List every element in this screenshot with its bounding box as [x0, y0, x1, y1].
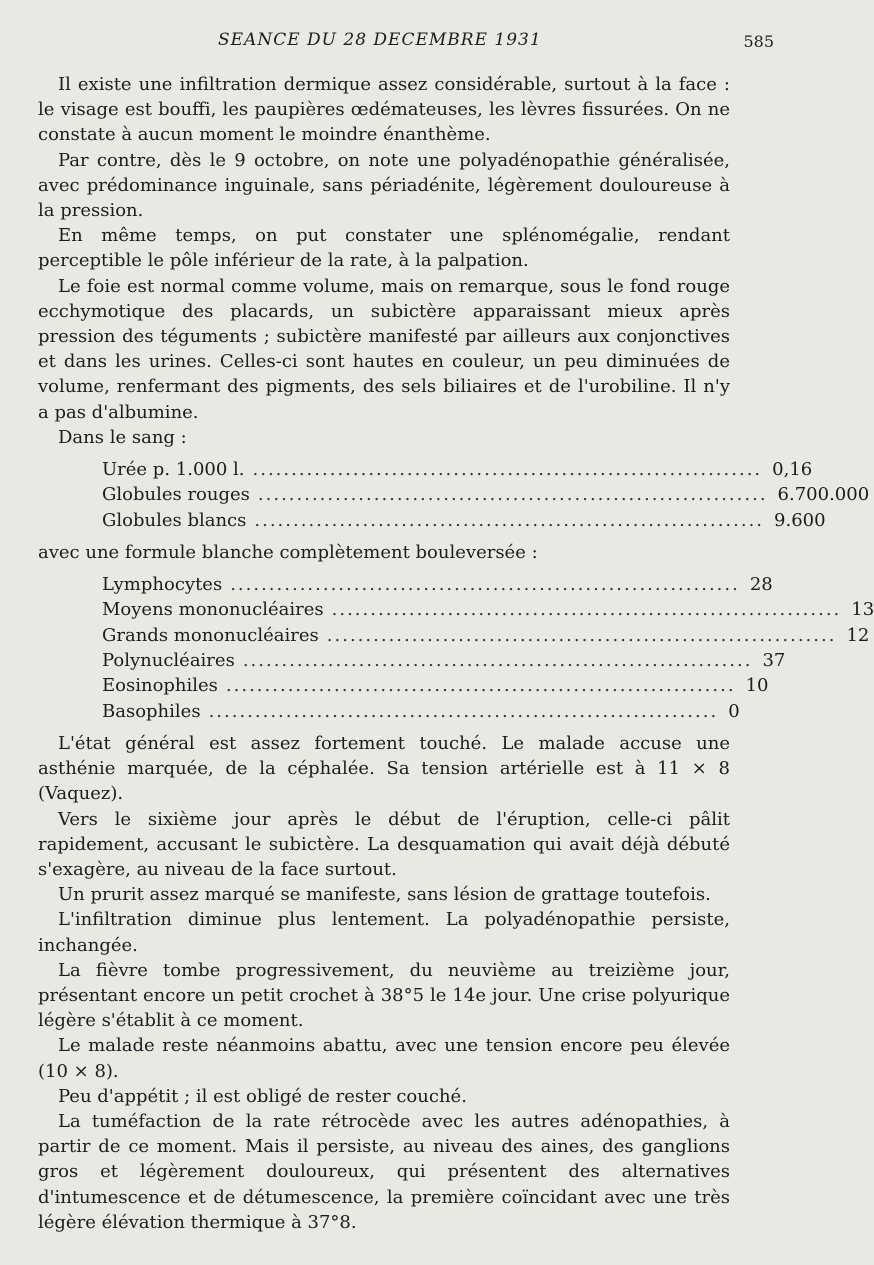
- page-number: 585: [743, 32, 774, 51]
- row-label: Polynucléaires: [102, 650, 235, 672]
- page-header: [0, 30, 800, 56]
- row-label: Globules rouges: [102, 484, 250, 506]
- table-row: [102, 508, 826, 533]
- paragraph: L'état général est assez fortement touché. Le malade accuse une asthénie marquée, de la céphalée. Sa tension artérielle est à 11 × 8 (Vaquez).: [38, 732, 730, 805]
- table-row: [102, 623, 870, 648]
- table-row: [102, 673, 769, 698]
- leader-dots: ..................................................................: [208, 700, 719, 722]
- row-label: Grands mononucléaires: [102, 624, 319, 646]
- row-value: 9.600: [774, 509, 826, 531]
- formula-table: [102, 572, 874, 724]
- paragraph: En même temps, on put constater une splénomégalie, rendant perceptible le pôle inférieur de la rate, à la palpation.: [38, 225, 730, 272]
- row-label: Globules blancs: [102, 509, 247, 531]
- row-value: 13: [851, 599, 874, 621]
- table-row: [102, 597, 874, 622]
- row-value: 28: [749, 574, 773, 596]
- leader-dots: ..................................................................: [225, 675, 736, 697]
- running-head: SEANCE DU 28 DECEMBRE 1931: [218, 30, 542, 50]
- row-value: 6.700.000: [777, 484, 870, 506]
- row-label: Urée p. 1.000 l.: [102, 459, 245, 481]
- table-row: [102, 457, 813, 482]
- row-value: 37: [762, 650, 786, 672]
- leader-dots: ..................................................................: [254, 509, 765, 531]
- row-value: 12: [846, 624, 870, 646]
- paragraph: Le foie est normal comme volume, mais on remarque, sous le fond rouge ecchymotique des placards, un subictère apparaissant mieux après pression des téguments ; subictère manifesté par ailleurs aux conjonctives et dans les urines. Celles-ci sont hautes en couleur, un peu diminuées de volume, renfermant des pigments, des sels biliaires et de l'urobiline. Il n'y a pas d'albumine.: [38, 275, 730, 423]
- row-label: Basophiles: [102, 700, 201, 722]
- paragraph: Il existe une infiltration dermique assez considérable, surtout à la face : le visage est bouffi, les paupières œdémateuses, les lèvres fissurées. On ne constate à aucun moment le moindre énanthème.: [38, 74, 730, 146]
- leader-dots: ..................................................................: [230, 574, 740, 596]
- leader-dots: ..................................................................: [242, 650, 753, 672]
- table-row: [102, 648, 786, 673]
- row-value: 10: [745, 675, 769, 697]
- leader-dots: ..................................................................: [331, 599, 842, 621]
- paragraph: Un prurit assez marqué se manifeste, sans lésion de grattage toutefois.: [58, 884, 711, 906]
- paragraph: La tuméfaction de la rate rétrocède avec les autres adénopathies, à partir de ce moment. Mais il persiste, au niveau des aines, des ganglions gros et légèrement douloureux, qui présentent des alternatives d'intumescence et de détumescence, la première coïncidant avec une très légère élévation thermique à 37°8.: [38, 1110, 730, 1233]
- paragraph: La fièvre tombe progressivement, du neuvième au treizième jour, présentant encore un petit crochet à 38°5 le 14e jour. Une crise polyurique légère s'établit à ce moment.: [38, 959, 730, 1032]
- table-row: [102, 572, 773, 597]
- row-label: Moyens mononucléaires: [102, 599, 324, 621]
- paragraph: Par contre, dès le 9 octobre, on note une polyadénopathie généralisée, avec prédominance inguinale, sans périadénite, légèrement douloureuse à la pression.: [38, 149, 730, 222]
- formula-intro: avec une formule blanche complètement bouleversée :: [38, 541, 538, 563]
- row-value: 0: [728, 700, 740, 722]
- body-text: [38, 72, 874, 1235]
- leader-dots: ..................................................................: [326, 624, 837, 646]
- paragraph: Vers le sixième jour après le début de l'éruption, celle-ci pâlit rapidement, accusant le subictère. La desquamation qui avait déjà débuté s'exagère, au niveau de la face surtout.: [38, 808, 730, 880]
- row-label: Eosinophiles: [102, 675, 218, 697]
- blood-table: [102, 457, 870, 533]
- paragraph: L'infiltration diminue plus lentement. La polyadénopathie persiste, inchangée.: [38, 909, 730, 956]
- paragraph: Le malade reste néanmoins abattu, avec une tension encore peu élevée (10 × 8).: [38, 1035, 730, 1082]
- paragraph: Dans le sang :: [58, 426, 187, 448]
- leader-dots: ..................................................................: [252, 459, 763, 481]
- paragraph: Peu d'appétit ; il est obligé de rester couché.: [58, 1085, 467, 1107]
- row-value: 0,16: [772, 459, 813, 481]
- table-row: [102, 482, 870, 507]
- leader-dots: ..................................................................: [257, 484, 768, 506]
- row-label: Lymphocytes: [102, 574, 223, 596]
- table-row: [102, 699, 740, 724]
